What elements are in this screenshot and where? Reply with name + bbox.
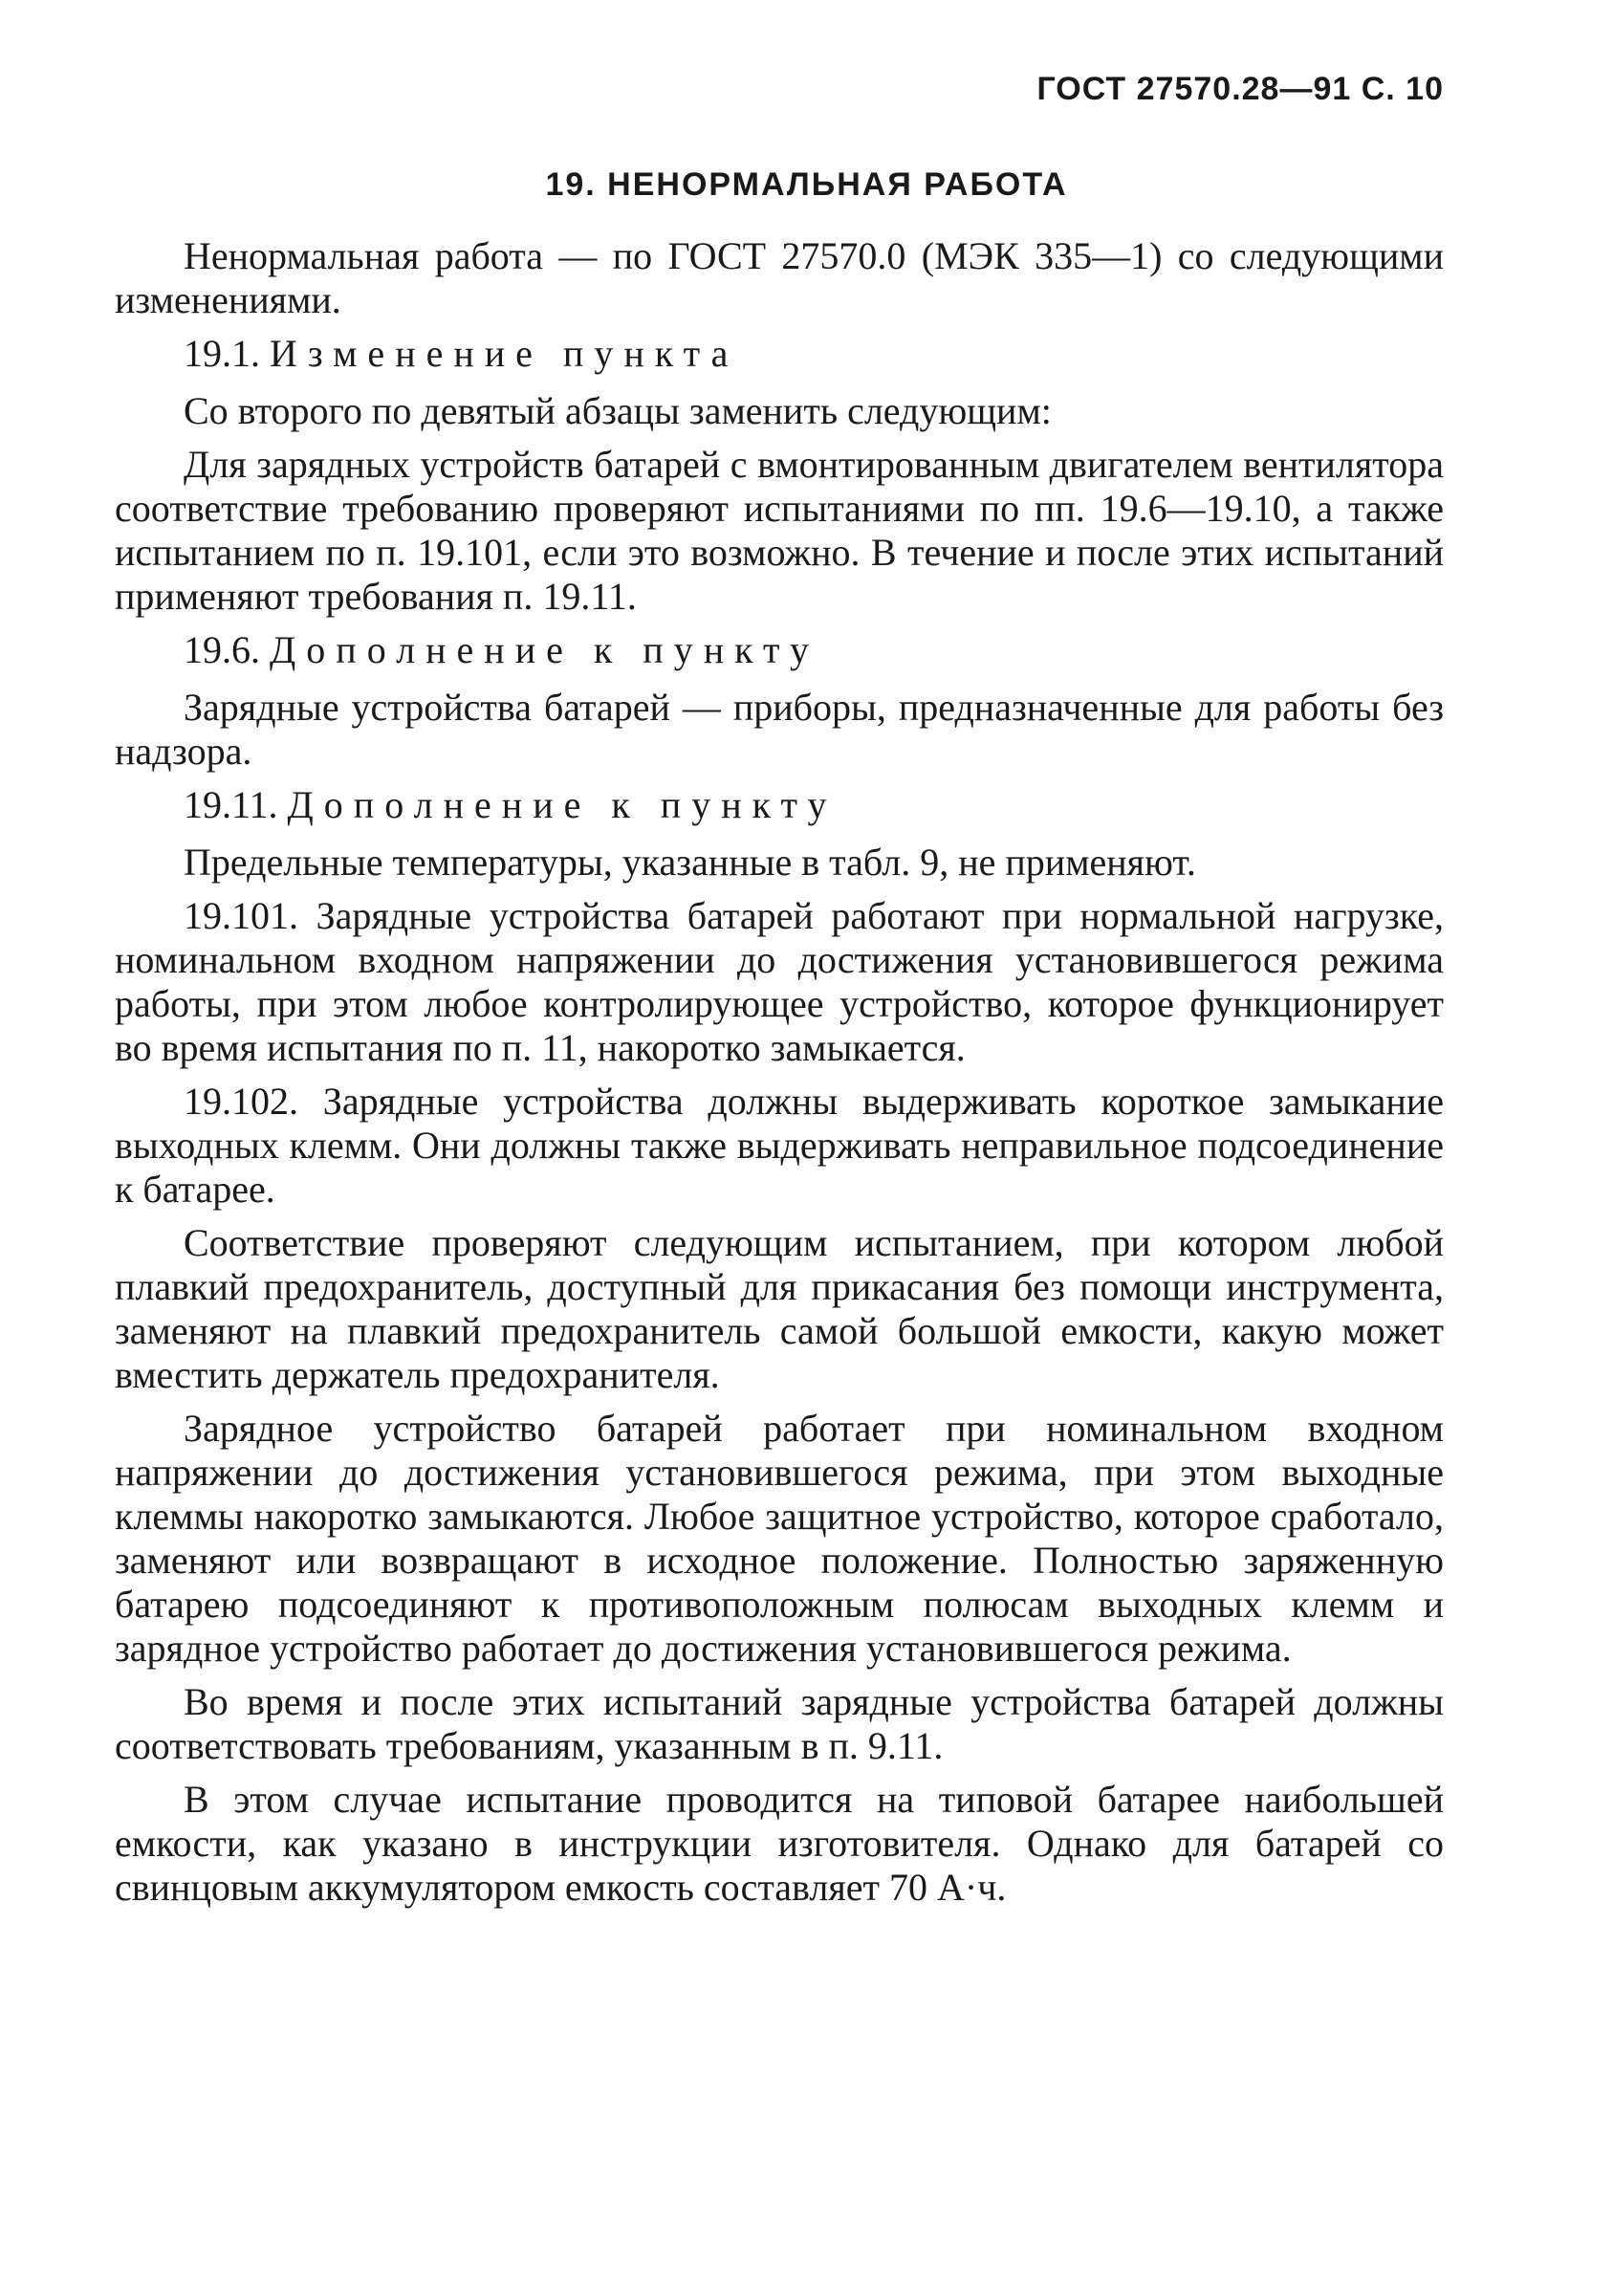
clause-19-6-heading (115, 628, 1444, 672)
intro-paragraph: Ненормальная работа — по ГОСТ 27570.0 (МЭК 335—1) со следующими изменениями. (115, 234, 1444, 321)
clause-19-1-paragraph-2: Для зарядных устройств батарей с вмонтированным двигателем вентилятора соответствие требованию проверяют испытаниями по пп. 19.6—19.10, а также испытанием по п. 19.101, если это возможно. В течение и после этих испытаний применяют требования п. 19.11. (115, 443, 1444, 618)
document-body (115, 234, 1444, 1919)
clause-title: Дополнение к пункту (270, 628, 819, 671)
clause-number: 19.1. (184, 332, 260, 375)
page-header: ГОСТ 27570.28—91 С. 10 (1036, 71, 1444, 107)
clause-title: Изменение пункта (270, 332, 739, 375)
test-paragraph-2: Зарядное устройство батарей работает при номинальном входном напряжении до достижения установившегося режима, при этом выходные клеммы накоротко замыкаются. Любое защитное устройство, которое сработало, заменяют или возвращают в исходное положение. Полностью заряженную батарею подсоединяют к противоположным полюсам выходных клемм и зарядное устройство работает до достижения установившегося режима. (115, 1407, 1444, 1670)
section-title: 19. НЕНОРМАЛЬНАЯ РАБОТА (545, 166, 1068, 203)
test-paragraph-4: В этом случае испытание проводится на типовой батарее наибольшей емкости, как указано в инструкции изготовителя. Однако для батарей со свинцовым аккумулятором емкость составляет 70 А·ч. (115, 1778, 1444, 1909)
clause-title: Дополнение к пункту (287, 783, 838, 826)
clause-19-11-paragraph: Предельные температуры, указанные в табл. 9, не применяют. (184, 841, 1196, 884)
clause-number: 19.11. (184, 783, 278, 826)
clause-19-6-paragraph: Зарядные устройства батарей — приборы, предназначенные для работы без надзора. (115, 686, 1444, 773)
test-paragraph-1: Соответствие проверяют следующим испытанием, при котором любой плавкий предохранитель, доступный для прикасания без помощи инструмента, заменяют на плавкий предохранитель самой большой емкости, какую может вместить держатель предохранителя. (115, 1221, 1444, 1396)
clause-number: 19.6. (184, 628, 260, 671)
clause-19-11-heading (115, 783, 1444, 827)
test-paragraph-3: Во время и после этих испытаний зарядные устройства батарей должны соответствовать требованиям, указанным в п. 9.11. (115, 1680, 1444, 1767)
clause-19-1-paragraph-1: Со второго по девятый абзацы заменить следующим: (184, 389, 1052, 432)
clause-19-102: 19.102. Зарядные устройства должны выдерживать короткое замыкание выходных клемм. Они должны также выдерживать неправильное подсоединение к батарее. (115, 1080, 1444, 1211)
clause-19-1-heading (115, 332, 1444, 376)
clause-19-101: 19.101. Зарядные устройства батарей работают при нормальной нагрузке, номинальном входном напряжении до достижения установившегося режима работы, при этом любое контролирующее устройство, которое функционирует во время испытания по п. 11, накоротко замыкается. (115, 894, 1444, 1069)
